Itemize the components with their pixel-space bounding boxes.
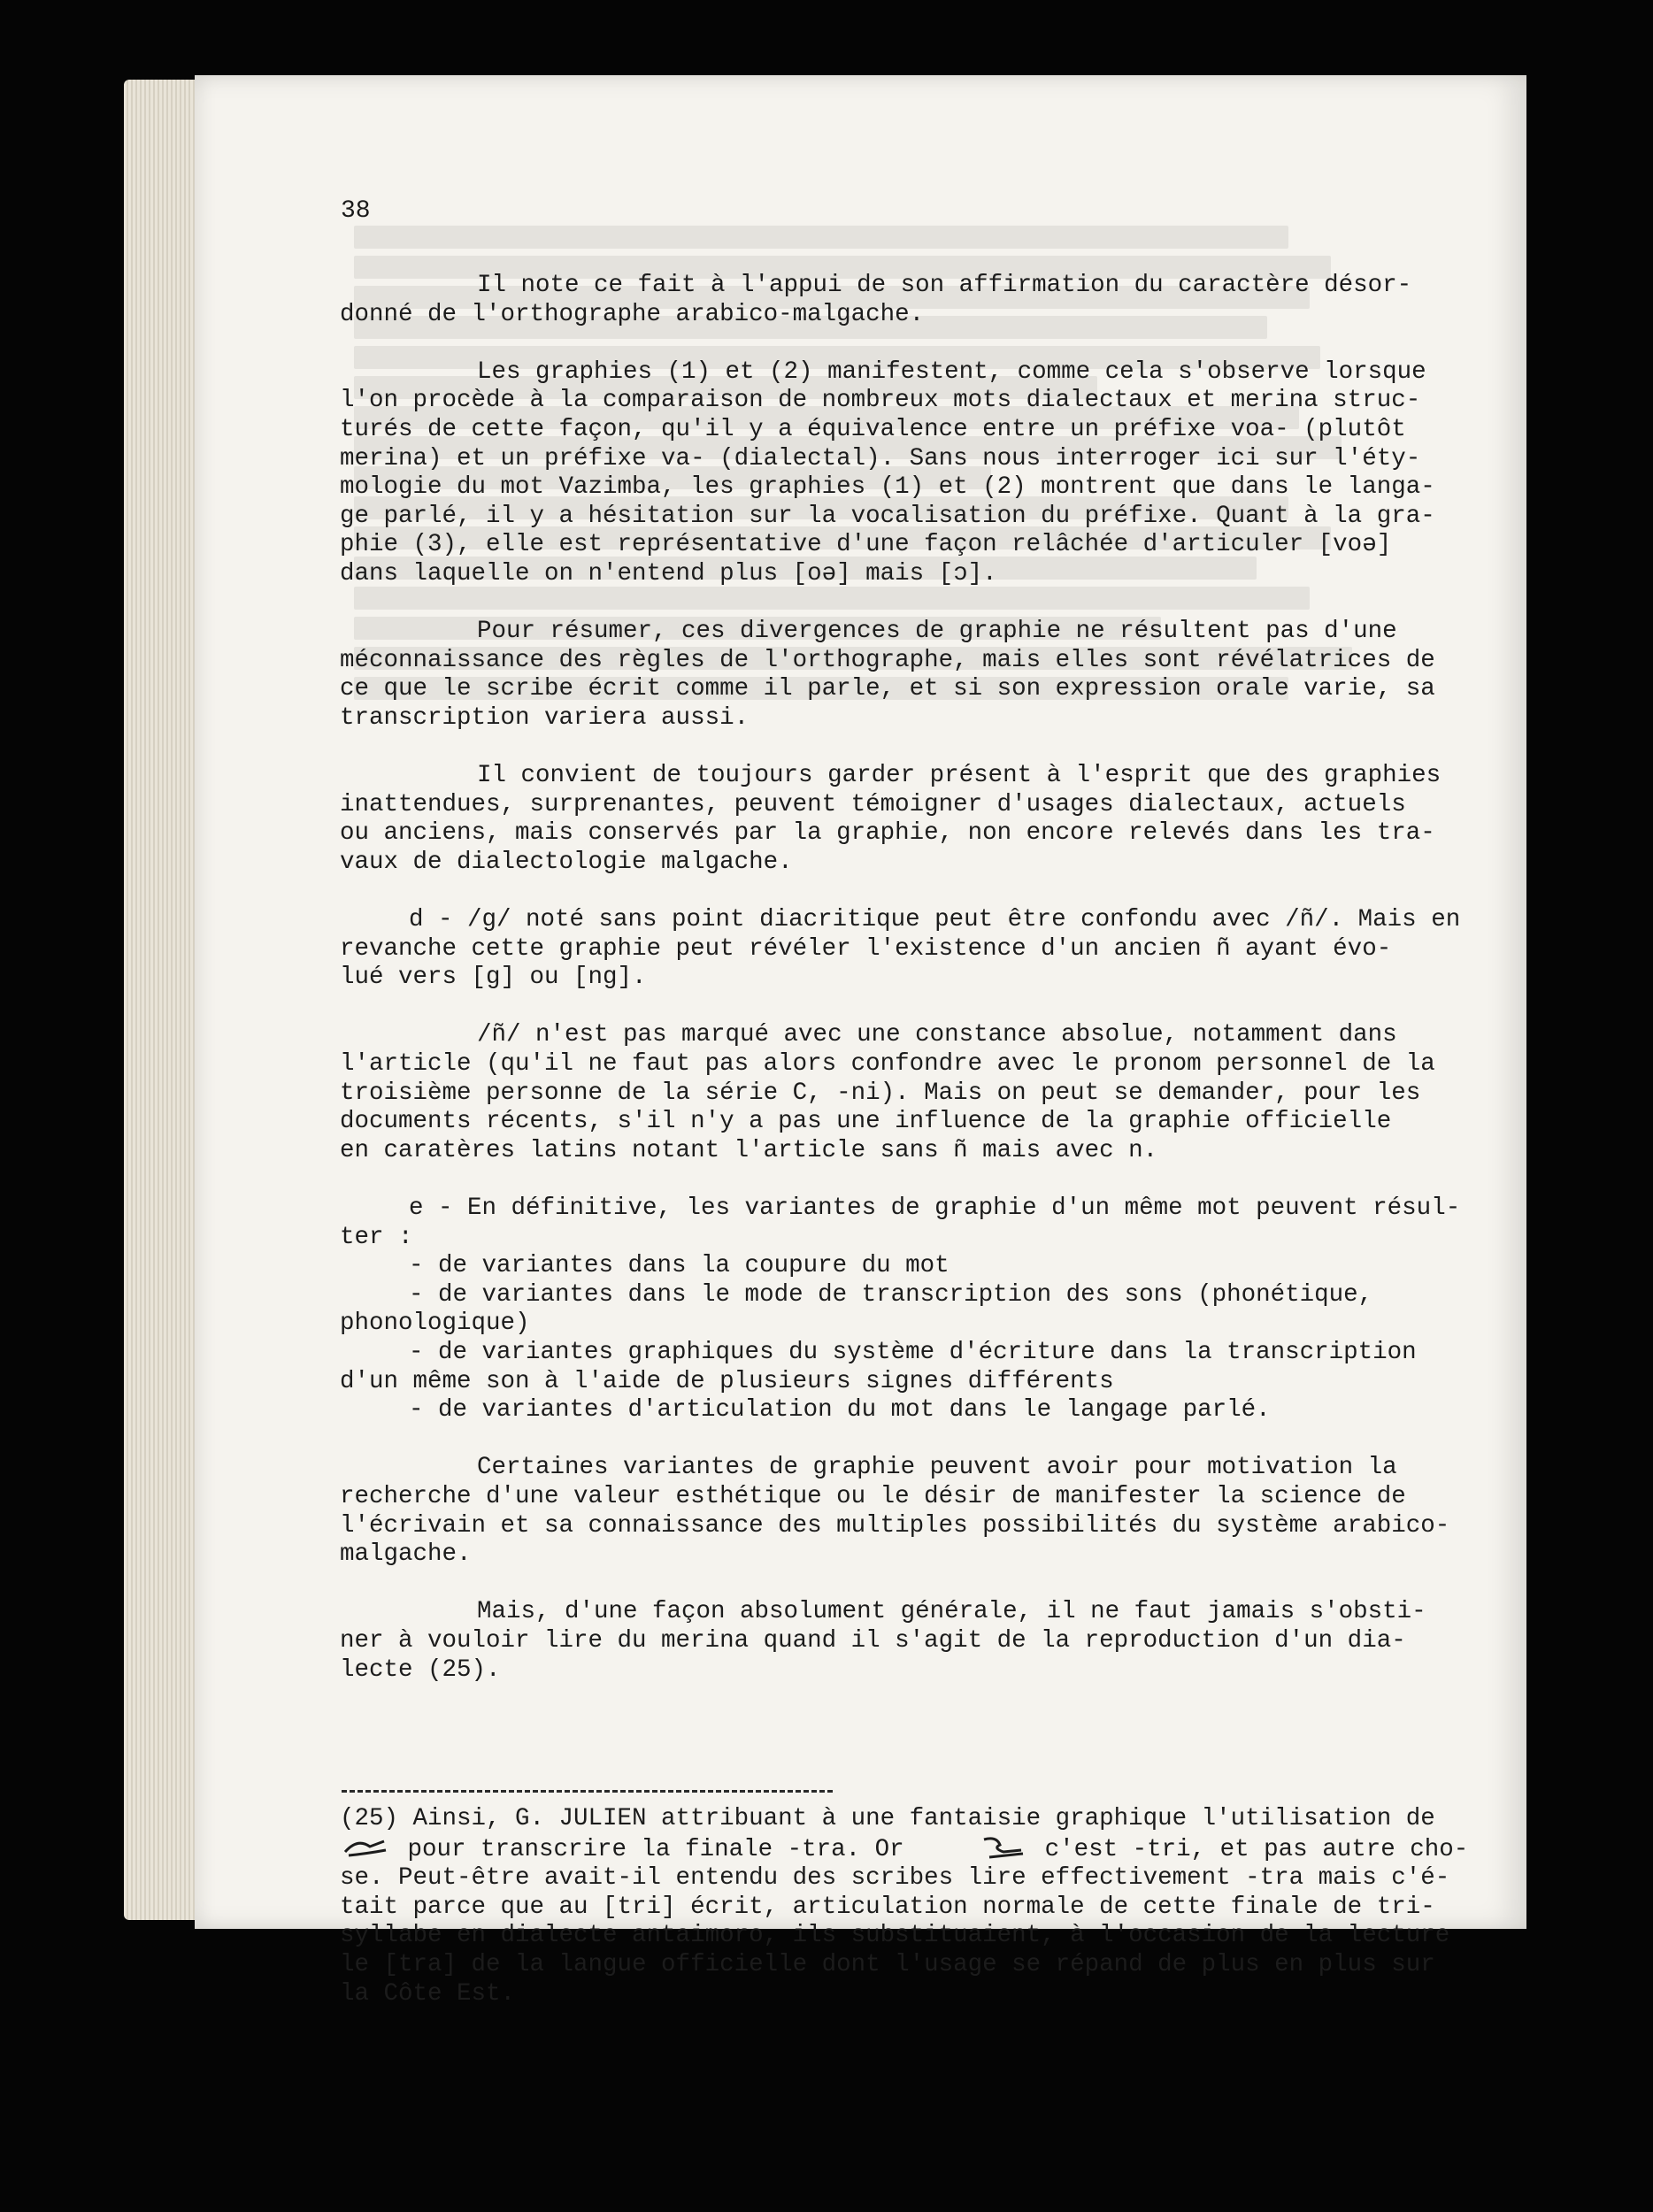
text-line: revanche cette graphie peut révéler l'existence d'un ancien ñ ayant évo- [340, 934, 1392, 963]
paragraph [340, 618, 1435, 733]
text-line: lecte (25). [340, 1655, 501, 1684]
book-page-edges [124, 80, 204, 1920]
body-text [340, 272, 1461, 1714]
page-number: 38 [341, 197, 371, 225]
paragraph [340, 1454, 1450, 1569]
paragraph [340, 906, 1461, 993]
footnote [340, 1805, 1469, 2008]
text-line: Il note ce fait à l'appui de son affirmation du caractère désor- [477, 272, 1412, 299]
paragraph [340, 762, 1442, 877]
text-line: transcription variera aussi. [340, 703, 750, 732]
text-line: donné de l'orthographe arabico-malgache. [340, 300, 925, 328]
text-line: ce que le scribe écrit comme il parle, et si son expression orale varie, sa [340, 675, 1435, 703]
footnote-line: le [tra] de la langue officielle dont l'usage se répand de plus en plus sur [340, 1950, 1435, 1978]
arabic-tri-glyph-icon [977, 1834, 1030, 1859]
text-line: ter : [340, 1223, 413, 1251]
text-line: Pour résumer, ces divergences de graphie ne résultent pas d'une [477, 618, 1397, 646]
text-line: ou anciens, mais conservés par la graphie, non encore relevés dans les tra- [340, 819, 1435, 848]
text-line: e - En définitive, les variantes de graphie d'un même mot peuvent résul- [409, 1194, 1461, 1222]
list-item: - de variantes dans le mode de transcription des sons (phonétique, [409, 1280, 1373, 1309]
text-line: vaux de dialectologie malgache. [340, 848, 793, 876]
text-line: l'on procède à la comparaison de nombreux mots dialectaux et merina struc- [340, 387, 1421, 415]
footnote-separator [342, 1790, 833, 1793]
text-line: l'écrivain et sa connaissance des multiples possibilités du système arabico- [340, 1511, 1450, 1540]
footnote-line: (25) Ainsi, G. JULIEN attribuant à une fantaisie graphique l'utilisation de [340, 1805, 1435, 1832]
text-line: phie (3), elle est représentative d'une façon relâchée d'articuler [voə] [340, 531, 1392, 559]
text-line: Il convient de toujours garder présent à l'esprit que des graphies [477, 762, 1442, 790]
text-line: l'article (qu'il ne faut pas alors confondre avec le pronom personnel de la [340, 1050, 1435, 1079]
text-line: malgache. [340, 1540, 472, 1569]
text-line: ge parlé, il y a hésitation sur la vocalisation du préfixe. Quant à la gra- [340, 502, 1435, 530]
text-line: Certaines variantes de graphie peuvent avoir pour motivation la [477, 1454, 1397, 1482]
text-line: recherche d'une valeur esthétique ou le désir de manifester la science de [340, 1482, 1406, 1510]
list-item: - de variantes dans la coupure du mot [409, 1252, 950, 1280]
text-line: Mais, d'une façon absolument générale, il ne faut jamais s'obsti- [477, 1598, 1426, 1626]
paragraph [340, 1194, 1461, 1425]
text-line: lué vers [g] ou [ng]. [340, 964, 647, 992]
book-page [195, 75, 1526, 2008]
footnote-line [340, 1834, 1469, 1865]
paragraph [340, 1021, 1435, 1165]
text-line: phonologique) [340, 1310, 530, 1338]
list-item: - de variantes d'articulation du mot dans le langage parlé. [409, 1396, 1271, 1425]
footnote-line: tait parce que au [tri] écrit, articulation normale de cette finale de tri- [340, 1893, 1435, 1921]
footnote-line: la Côte Est. [340, 1979, 516, 2008]
footnote-line: se. Peut-être avait-il entendu des scribes lire effectivement -tra mais c'é- [340, 1864, 1450, 1893]
text-line: dans laquelle on n'entend plus [oə] mais [ɔ]. [340, 559, 997, 588]
text-line: ner à vouloir lire du merina quand il s'agit de la reproduction d'un dia- [340, 1626, 1406, 1655]
footnote-text: pour transcrire la finale -tra. Or [407, 1835, 904, 1863]
text-line: d'un même son à l'aide de plusieurs signes différents [340, 1367, 1114, 1395]
arabic-tra-glyph-icon [340, 1834, 393, 1859]
paragraph [340, 357, 1435, 589]
text-line: /ñ/ n'est pas marqué avec une constance absolue, notamment dans [477, 1021, 1397, 1049]
text-line: d - /g/ noté sans point diacritique peut être confondu avec /ñ/. Mais en [409, 906, 1461, 934]
text-line: documents récents, s'il n'y a pas une influence de la graphie officielle [340, 1108, 1392, 1136]
text-line: en caratères latins notant l'article sans ñ mais avec n. [340, 1136, 1158, 1164]
paragraph [340, 1598, 1426, 1685]
paragraph [340, 272, 1412, 329]
text-line: mologie du mot Vazimba, les graphies (1) et (2) montrent que dans le langa- [340, 473, 1435, 502]
text-line: Les graphies (1) et (2) manifestent, comme cela s'observe lorsque [477, 357, 1426, 386]
footnote-line: syllabe en dialecte antaimoro, ils substituaient, à l'occasion de la lecture [340, 1922, 1450, 1950]
text-line: inattendues, surprenantes, peuvent témoigner d'usages dialectaux, actuels [340, 790, 1406, 818]
footnote-text: c'est -tri, et pas autre cho- [1044, 1835, 1469, 1863]
text-line: méconnaissance des règles de l'orthographe, mais elles sont révélatrices de [340, 646, 1435, 674]
list-item: - de variantes graphiques du système d'écriture dans la transcription [409, 1338, 1417, 1366]
text-line: merina) et un préfixe va- (dialectal). Sans nous interroger ici sur l'éty- [340, 444, 1421, 472]
text-line: troisième personne de la série C, -ni). Mais on peut se demander, pour les [340, 1079, 1421, 1107]
text-line: turés de cette façon, qu'il y a équivalence entre un préfixe voa- (plutôt [340, 415, 1406, 443]
